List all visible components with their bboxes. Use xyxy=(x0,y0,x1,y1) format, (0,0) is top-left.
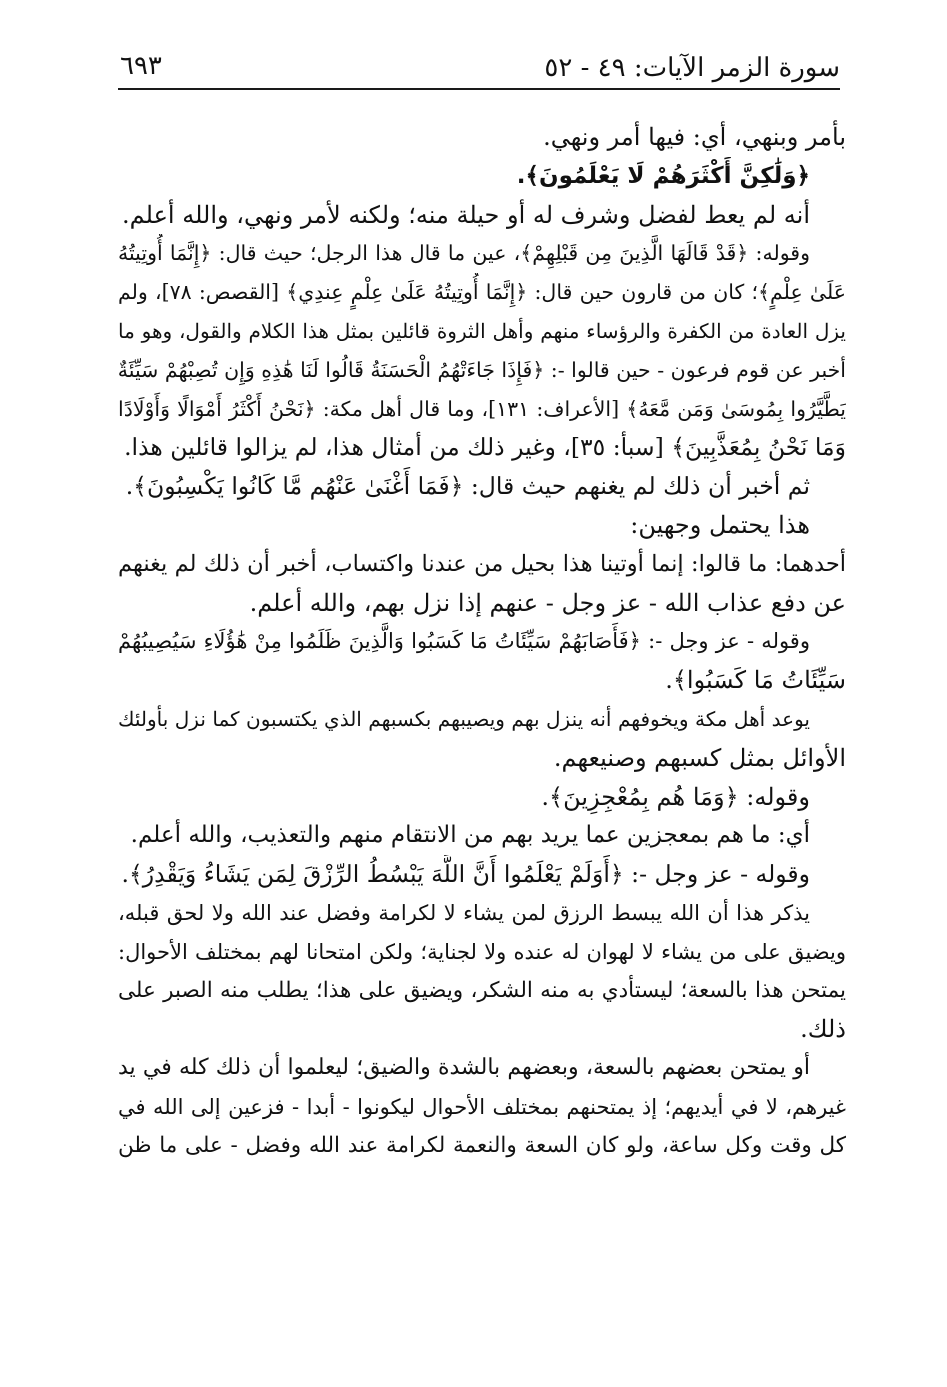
text-line: يَطَّيَّرُوا بِمُوسَىٰ وَمَن مَّعَهُ﴾ [الأعراف: ١٣١]، وما قال أهل مكة: ﴿نَحْنُ أَكْثَرُ أَمْوَالًا وَأَوْلَادًا xyxy=(118,396,846,421)
text-line: وَمَا نَحْنُ بِمُعَذَّبِينَ﴾ [سبأ: ٣٥]، وغير ذلك من أمثال هذا، لم يزالوا قائلين هذا. xyxy=(124,433,846,462)
text-line: عن دفع عذاب الله - عز وجل - عنهم إذا نزل بهم، والله أعلم. xyxy=(249,588,846,617)
surah-title: سورة الزمر الآيات: ٤٩ - ٥٢ xyxy=(544,53,840,83)
text-line: وقوله: ﴿قَدْ قَالَهَا الَّذِينَ مِن قَبْلِهِمْ﴾، عين ما قال هذا الرجل؛ حيث قال: ﴿إِنَّمَا أُوتِيتُهُ xyxy=(118,241,810,266)
text-line: الأوائل بمثل كسبهم وصنيعهم. xyxy=(553,743,846,772)
text-line: يذكر هذا أن الله يبسط الرزق لمن يشاء لا لكرامة وفضل عند الله ولا لحق قبله، xyxy=(118,900,810,925)
text-line: يوعد أهل مكة ويخوفهم أنه ينزل بهم ويصيبهم بكسبهم الذي يكتسبون كما نزل بأولئك xyxy=(118,706,810,731)
text-line: وقوله: ﴿وَمَا هُم بِمُعْجِزِينَ﴾. xyxy=(541,782,810,811)
text-line: وقوله - عز وجل -: ﴿أَوَلَمْ يَعْلَمُوا أَنَّ اللَّهَ يَبْسُطُ الرِّزْقَ لِمَن يَشَاءُ وَيَقْدِرُ﴾. xyxy=(121,860,810,889)
text-line: ثم أخبر أن ذلك لم يغنهم حيث قال: ﴿فَمَا أَغْنَىٰ عَنْهُم مَّا كَانُوا يَكْسِبُونَ﴾. xyxy=(125,472,810,501)
text-line: أخبر عن قوم فرعون - حين قالوا -: ﴿فَإِذَا جَاءَتْهُمُ الْحَسَنَةُ قَالُوا لَنَا هَٰذِهِ وَإِن تُصِبْهُمْ سَيِّئَةٌ xyxy=(118,357,846,382)
text-line: بأمر وبنهي، أي: فيها أمر ونهي. xyxy=(543,123,846,151)
text-line: ﴿وَلَٰكِنَّ أَكْثَرَهُمْ لَا يَعْلَمُونَ﴾. xyxy=(516,162,810,189)
text-line: أو يمتحن بعضهم بالسعة، وبعضهم بالشدة والضيق؛ ليعلموا أن ذلك كله في يد xyxy=(118,1055,810,1081)
body-text xyxy=(118,118,846,1166)
page-number: ٦٩٣ xyxy=(120,51,162,81)
text-line: غيرهم، لا في أيديهم؛ إذ يمتحنهم بمختلف الأحوال ليكونوا - أبدا - فزعين إلى الله في xyxy=(118,1094,846,1119)
text-line: ذلك. xyxy=(800,1015,846,1044)
text-line: هذا يحتمل وجهين: xyxy=(630,510,810,539)
text-line: يمتحن هذا بالسعة؛ ليستأدي به منه الشكر، ويضيق على هذا؛ يطلب منه الصبر على xyxy=(118,977,846,1003)
text-line: وقوله - عز وجل -: ﴿فَأَصَابَهُمْ سَيِّئَاتُ مَا كَسَبُوا وَالَّذِينَ ظَلَمُوا مِنْ هَٰؤُلَاءِ سَيُصِيبُهُمْ xyxy=(118,629,810,654)
text-line: ويضيق على من يشاء لا لهوان له عنده ولا لجناية؛ ولكن امتحانا لهم بمختلف الأحوال: xyxy=(118,939,846,964)
text-line: سَيِّئَاتُ مَا كَسَبُوا﴾. xyxy=(665,666,846,695)
text-line: يزل العادة من الكفرة والرؤساء منهم وأهل الثروة قائلين بمثل هذا الكلام والقول، وهو ما xyxy=(118,318,846,343)
text-line: كل وقت وكل ساعة، ولو كان السعة والنعمة لكرامة عند الله وفضل - على ما ظن xyxy=(118,1132,846,1158)
text-line: أنه لم يعط لفضل وشرف له أو حيلة منه؛ ولكنه لأمر ونهي، والله أعلم. xyxy=(122,200,810,229)
text-line: عَلَىٰ عِلْمٍ﴾؛ كان من قارون حين قال: ﴿إِنَّمَا أُوتِيتُهُ عَلَىٰ عِلْمٍ عِندِي﴾ [القصص: ٧٨]، ولم xyxy=(118,280,846,305)
running-header xyxy=(118,44,840,90)
text-line: أحدهما: ما قالوا: إنما أوتينا هذا بحيل من عندنا واكتساب، أخبر أن ذلك لم يغنهم xyxy=(118,550,846,577)
text-line: أي: ما هم بمعجزين عما يريد بهم من الانتقام منهم والتعذيب، والله أعلم. xyxy=(130,822,810,849)
